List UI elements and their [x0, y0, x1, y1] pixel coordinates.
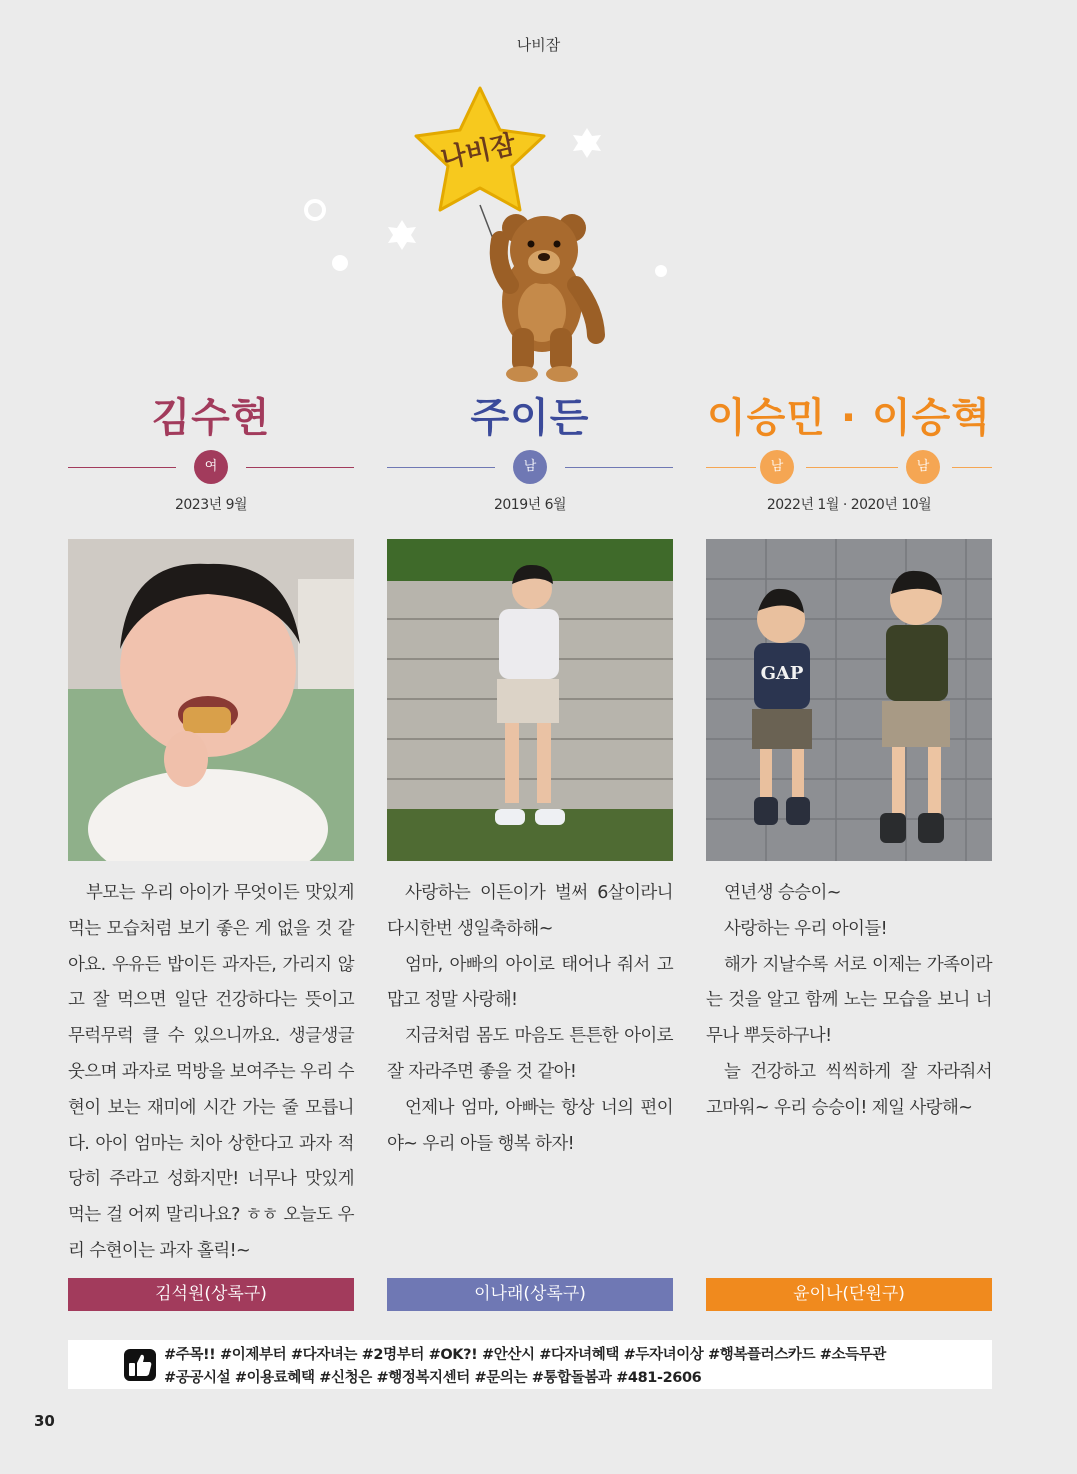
gender-row [68, 450, 354, 484]
section-label: 나비잠 [516, 36, 561, 54]
child-name: 김수현 [151, 395, 271, 441]
author-tag: 김석원(상록구) [68, 1278, 354, 1311]
divider [68, 467, 176, 468]
birth-date: 2022년 1월 · 2020년 10월 [766, 497, 932, 513]
divider [246, 467, 354, 468]
gender-badge: 남 [906, 450, 940, 484]
page-number: 30 [34, 1412, 55, 1430]
story-text [706, 876, 992, 1127]
author-tag: 이나래(상록구) [387, 1278, 673, 1311]
divider [952, 467, 992, 468]
sparkle-flower [573, 128, 601, 158]
story-paragraph: 사랑하는 우리 아이들! [724, 918, 888, 939]
sparkle-ring [306, 201, 324, 219]
gender-row [706, 450, 992, 484]
child-column-3 [706, 390, 992, 1304]
star-text: 나비잠 [438, 129, 519, 175]
divider [387, 467, 495, 468]
hero-illustration [300, 80, 680, 390]
story-paragraph: 해가 지날수록 서로 이제는 가족이라는 것을 알고 함께 노는 모습을 보니 너무나 뿌듯하구나! [706, 954, 992, 1047]
sparkle-dot [655, 265, 667, 277]
divider [706, 467, 756, 468]
teddy-bear [499, 214, 596, 382]
story-paragraph: 엄마, 아빠의 아이로 태어나 줘서 고맙고 정말 사랑해! [387, 954, 673, 1011]
hashtag-line: #공공시설 #이용료혜택 #신청은 #행정복지센터 #문의는 #통합돌봄과 #481-2606 [164, 1370, 702, 1386]
story-paragraph: 지금처럼 몸도 마음도 튼튼한 아이로 잘 자라주면 좋을 것 같아! [387, 1026, 673, 1082]
child-column-2 [387, 390, 673, 1304]
gender-badge: 남 [513, 450, 547, 484]
author-tag: 윤이나(단원구) [706, 1278, 992, 1311]
child-name: 주이든 [470, 395, 590, 441]
story-text [387, 876, 673, 1162]
child-photo [706, 539, 992, 861]
sparkle-dot [332, 255, 348, 271]
divider [565, 467, 673, 468]
child-name: 이승민 · 이승혁 [707, 395, 991, 441]
gender-row [387, 450, 673, 484]
child-photo [387, 539, 673, 861]
child-photo [68, 539, 354, 861]
story-paragraph: 언제나 엄마, 아빠는 항상 너의 편이야~ 우리 아들 행복 하자! [387, 1097, 673, 1154]
sparkle-flower [388, 220, 416, 250]
hashtag-banner [68, 1340, 992, 1389]
child-column-1 [68, 390, 354, 1304]
story-paragraph: 부모는 우리 아이가 무엇이든 맛있게 먹는 모습처럼 보기 좋은 게 없을 것 같아요. 우유든 밥이든 과자든, 가리지 않고 잘 먹으면 일단 건강하다는 뜻이고 무럭무럭 클 수 있으니까요. 생글생글 웃으며 과자로 먹방을 보여주는 우리 수현이 보는 재미에 시간 가는 줄 모릅니다. 아이 엄마는 치아 상한다고 과자 적당히 주라고 성화지만! 너무나 맛있게 먹는 걸 어찌 말리나요? ㅎㅎ 오늘도 우리 수현이는 과자 홀릭!~ [68, 883, 354, 1261]
story-paragraph: 늘 건강하고 씩씩하게 잘 자라줘서 고마워~ 우리 승승이! 제일 사랑해~ [706, 1061, 992, 1118]
story-paragraph: 연년생 승승이~ [724, 883, 841, 903]
svg-text:GAP: GAP [760, 663, 804, 684]
gender-badge: 여 [194, 450, 228, 484]
story-text [68, 876, 354, 1270]
hashtag-line: #주목!! #이제부터 #다자녀는 #2명부터 #OK?! #안산시 #다자녀혜택 #두자녀이상 #행복플러스카드 #소득무관 [164, 1347, 886, 1363]
story-paragraph: 사랑하는 이든이가 벌써 6살이라니 다시한번 생일축하해~ [387, 883, 673, 939]
birth-date: 2019년 6월 [493, 497, 567, 513]
birth-date: 2023년 9월 [174, 497, 248, 513]
thumbs-up-icon [124, 1349, 156, 1381]
divider [806, 467, 898, 468]
gender-badge: 남 [760, 450, 794, 484]
